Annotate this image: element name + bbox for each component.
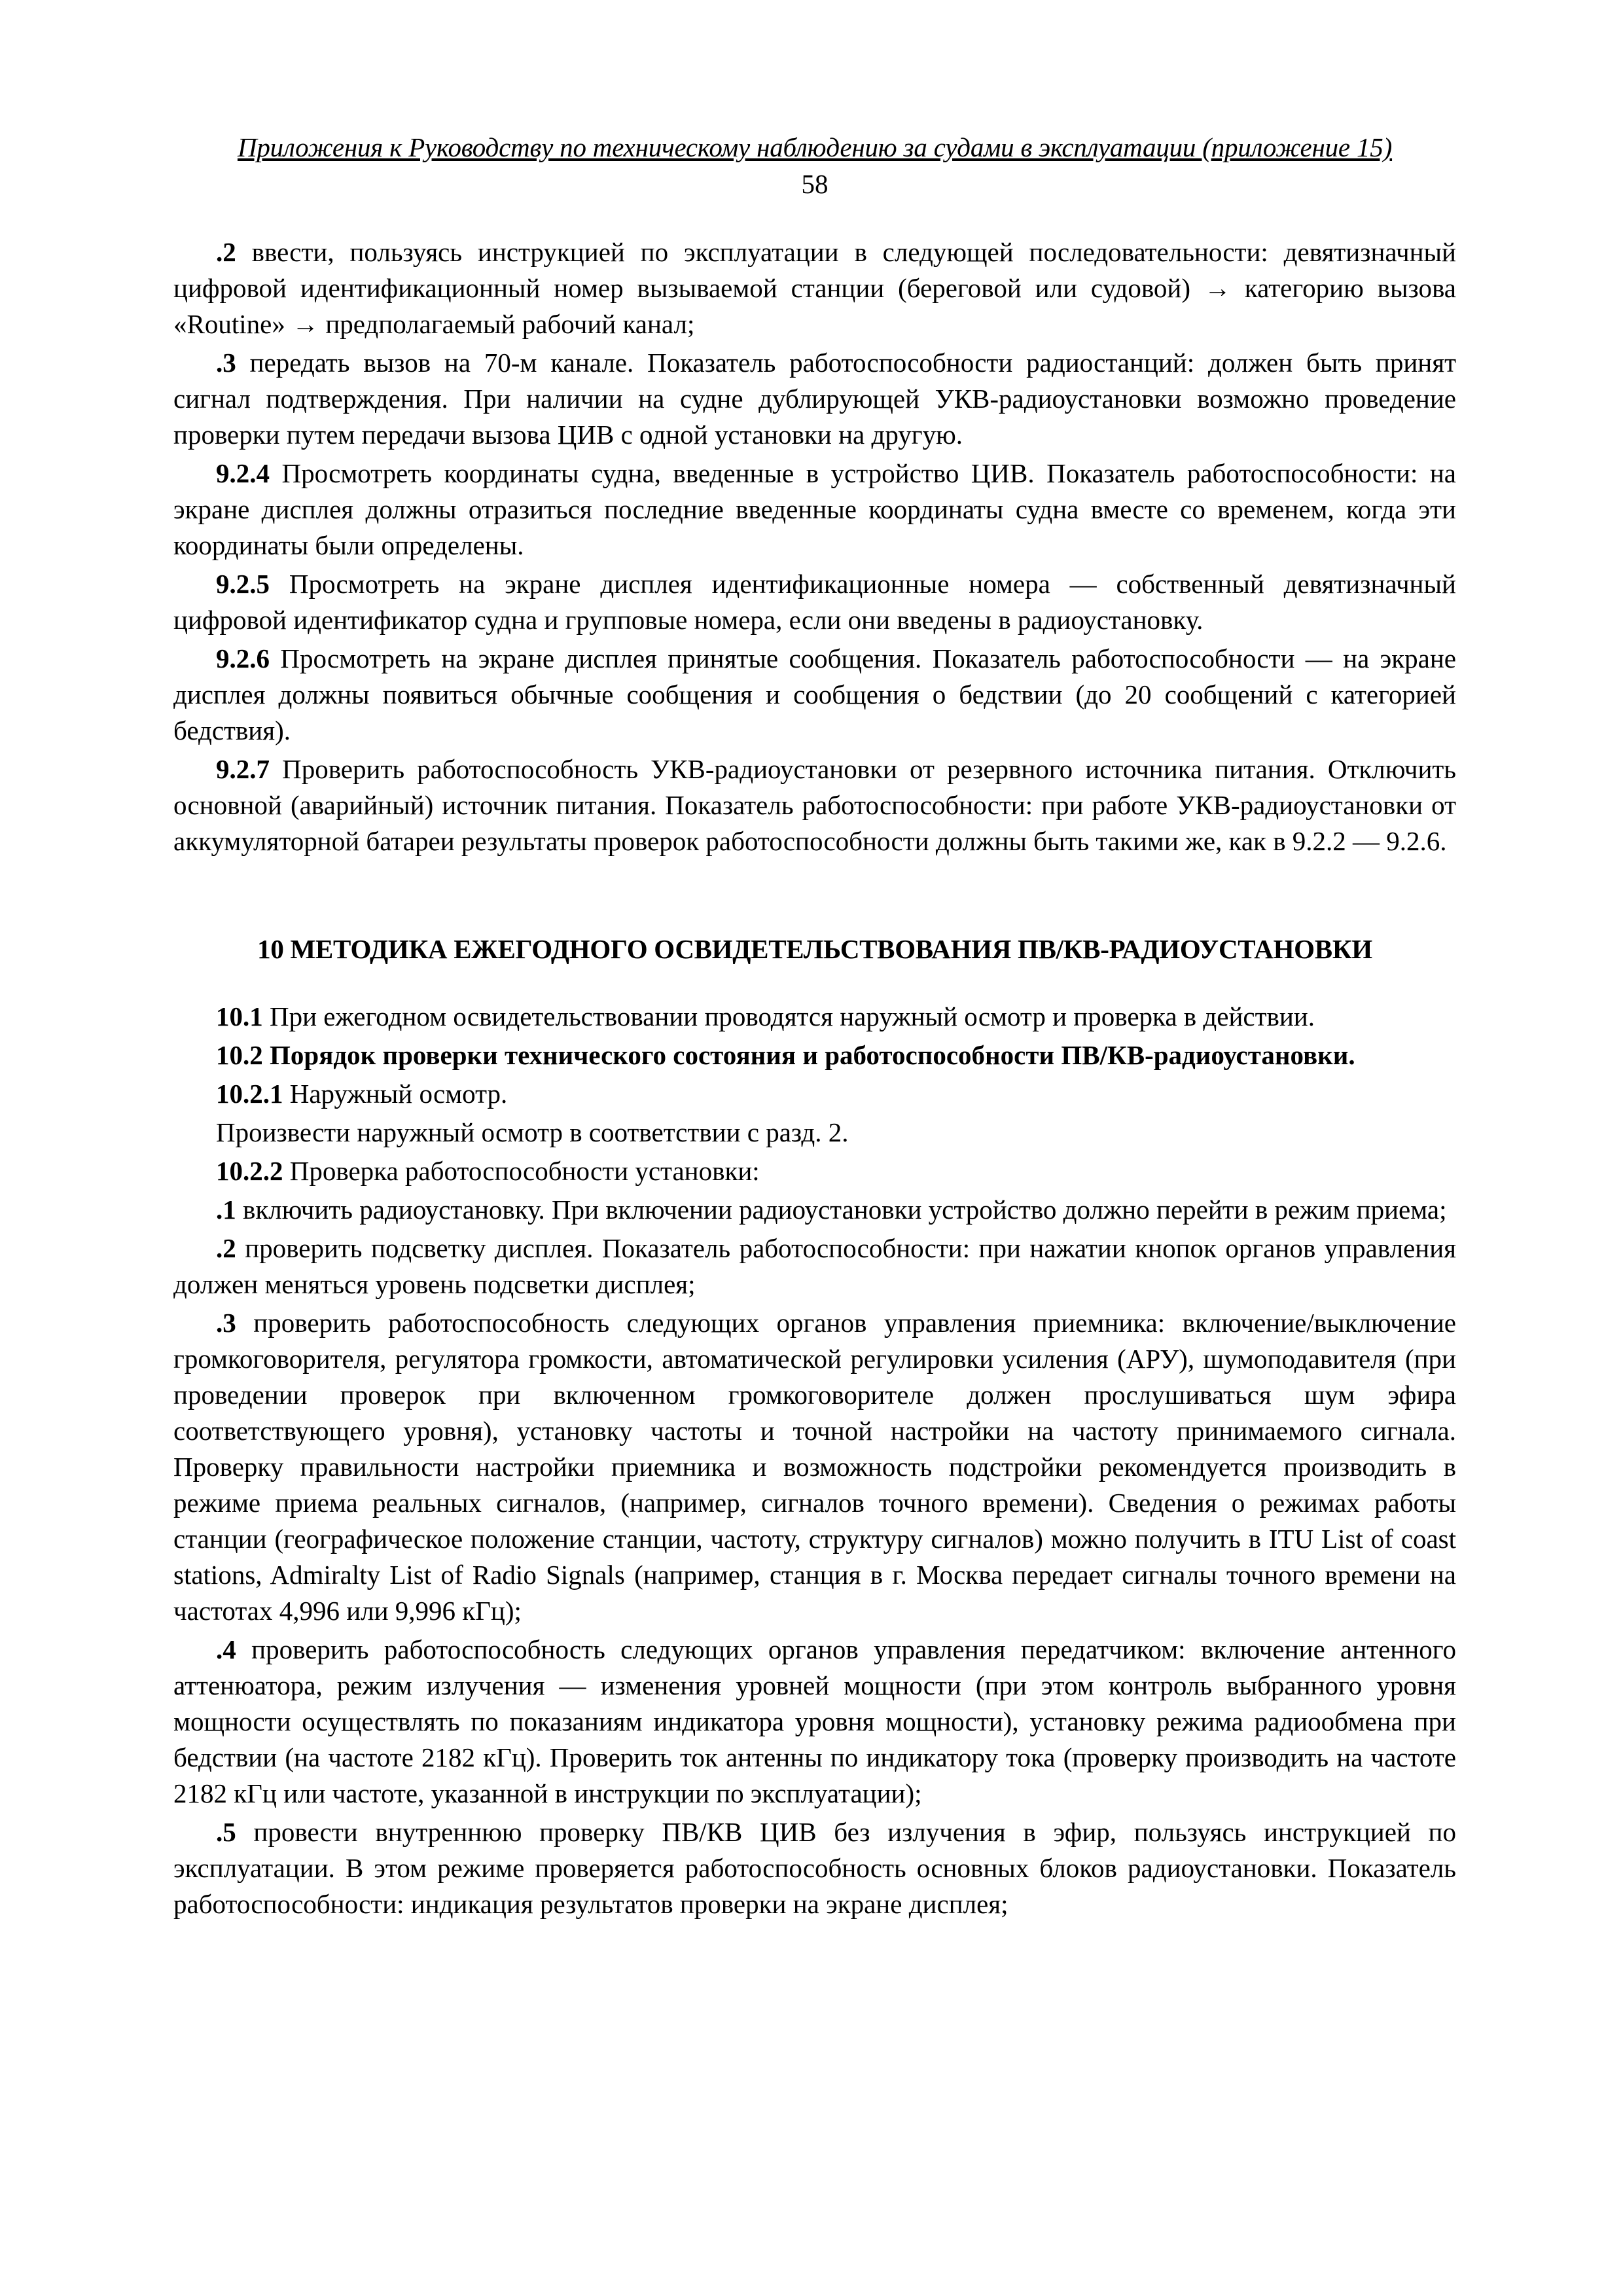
paragraph-text: Просмотреть на экране дисплея идентификационные номера — собственный девятизначный цифровой идентификатор судна и групповые номера, если они введены в радиоустановку.: [173, 569, 1456, 635]
section-heading: 10 МЕТОДИКА ЕЖЕГОДНОГО ОСВИДЕТЕЛЬСТВОВАНИЯ ПВ/КВ-РАДИОУСТАНОВКИ: [257, 934, 1372, 964]
paragraph-text: Порядок проверки технического состояния и работоспособности ПВ/КВ-радиоустановки.: [262, 1040, 1355, 1070]
item-number: 10.2: [216, 1040, 263, 1070]
paragraph-text: Произвести наружный осмотр в соответствии с разд. 2.: [216, 1117, 849, 1147]
paragraph-text: проверить работоспособность следующих органов управления передатчиком: включение антенного аттенюатора, режим излучения — изменения уровней мощности (при этом контроль выбранного уровня мощности осуществлять по показаниям индикатора уровня мощности), установку режима радиообмена при бедствии (на частоте 2182 кГц). Проверить ток антенны по индикатору тока (проверку производить на частоте 2182 кГц или частоте, указанной в инструкции по эксплуатации);: [173, 1634, 1456, 1808]
paragraph: [173, 1153, 1456, 1189]
paragraph: [173, 566, 1456, 638]
paragraph: [173, 456, 1456, 564]
paragraph-text: ввести, пользуясь инструкцией по эксплуатации в следующей последовательности: девятизначный цифровой идентификационный номер вызываемой станции (береговой или судовой) → категорию вызова «Routine» → предполагаемый рабочий канал;: [173, 237, 1456, 339]
item-number: .3: [216, 1308, 236, 1338]
running-header: Приложения к Руководству по техническому наблюдению за судами в эксплуатации (приложение 15): [237, 132, 1393, 162]
item-number: 9.2.4: [216, 458, 270, 488]
item-number: .2: [216, 237, 236, 267]
paragraph: [173, 1814, 1456, 1922]
section-10-body: [173, 999, 1456, 1922]
paragraph: [173, 1305, 1456, 1629]
paragraph-text: включить радиоустановку. При включении радиоустановки устройство должно перейти в режим приема;: [236, 1194, 1447, 1225]
paragraph: [173, 1632, 1456, 1812]
paragraph-text: При ежегодном освидетельствовании проводятся наружный осмотр и проверка в действии.: [262, 1001, 1315, 1031]
paragraph-text: Проверить работоспособность УКВ-радиоустановки от резервного источника питания. Отключить основной (аварийный) источник питания. Показатель работоспособности: при работе УКВ-радиоустановки от аккумуляторной батареи результаты проверок работоспособности должны быть такими же, как в 9.2.2 — 9.2.6.: [173, 754, 1456, 856]
item-number: .4: [216, 1634, 236, 1664]
item-number: 10.1: [216, 1001, 263, 1031]
item-number: .1: [216, 1194, 236, 1225]
paragraph-text: передать вызов на 70-м канале. Показатель работоспособности радиостанций: должен быть принят сигнал подтверждения. При наличии на судне дублирующей УКВ-радиоустановки возможно проведение проверки путем передачи вызова ЦИВ с одной установки на другую.: [173, 348, 1456, 450]
paragraph-text: проверить работоспособность следующих органов управления приемника: включение/выключение громкоговорителя, регулятора громкости, автоматической регулировки усиления (АРУ), шумоподавителя (при проведении проверок при включенном громкоговорителе должен прослушиваться шум эфира соответствующего уровня), установку частоты и точной настройки на частоту принимаемого сигнала. Проверку правильности настройки приемника и возможность подстройки рекомендуется производить в режиме приема реальных сигналов, (например, сигналов точного времени). Сведения о режимах работы станции (географическое положение станции, частоту, структуру сигналов) можно получить в ITU List of coast stations, Admiralty List of Radio Signals (например, станция в г. Москва передает сигналы точного времени на частотах 4,996 или 9,996 кГц);: [173, 1308, 1456, 1626]
paragraph: [173, 345, 1456, 453]
paragraph-text: провести внутреннюю проверку ПВ/КВ ЦИВ без излучения в эфир, пользуясь инструкцией по эксплуатации. В этом режиме проверяется работоспособность основных блоков радиоустановки. Показатель работоспособности: индикация результатов проверки на экране дисплея;: [173, 1817, 1456, 1919]
paragraph-text: Наружный осмотр.: [283, 1079, 508, 1109]
paragraph: [173, 641, 1456, 749]
item-number: .2: [216, 1233, 236, 1263]
paragraph: [173, 234, 1456, 342]
paragraph-text: проверить подсветку дисплея. Показатель работоспособности: при нажатии кнопок органов управления должен меняться уровень подсветки дисплея;: [173, 1233, 1456, 1299]
paragraph: [173, 999, 1456, 1035]
document-page: [173, 131, 1456, 1925]
item-number: 9.2.7: [216, 754, 270, 784]
paragraph-text: Проверка работоспособности установки:: [283, 1156, 760, 1186]
paragraph: [173, 1192, 1456, 1228]
paragraph: [173, 1076, 1456, 1112]
paragraph-text: Просмотреть координаты судна, введенные в устройство ЦИВ. Показатель работоспособности: на экране дисплея должны отразиться последние введенные координаты судна вместе со временем, когда эти координаты были определены.: [173, 458, 1456, 560]
paragraph: [173, 751, 1456, 859]
item-number: 9.2.6: [216, 643, 270, 673]
item-number: .5: [216, 1817, 236, 1847]
section-9-continuation: [173, 234, 1456, 859]
item-number: 10.2.2: [216, 1156, 283, 1186]
paragraph: [173, 1230, 1456, 1302]
item-number: .3: [216, 348, 236, 378]
paragraph: [173, 1115, 1456, 1151]
paragraph-text: Просмотреть на экране дисплея принятые сообщения. Показатель работоспособности — на экране дисплея должны появиться обычные сообщения и сообщения о бедствии (до 20 сообщений с категорией бедствия).: [173, 643, 1456, 745]
item-number: 9.2.5: [216, 569, 270, 599]
paragraph-bold: [173, 1037, 1456, 1073]
page-number: 58: [801, 169, 829, 199]
item-number: 10.2.1: [216, 1079, 283, 1109]
